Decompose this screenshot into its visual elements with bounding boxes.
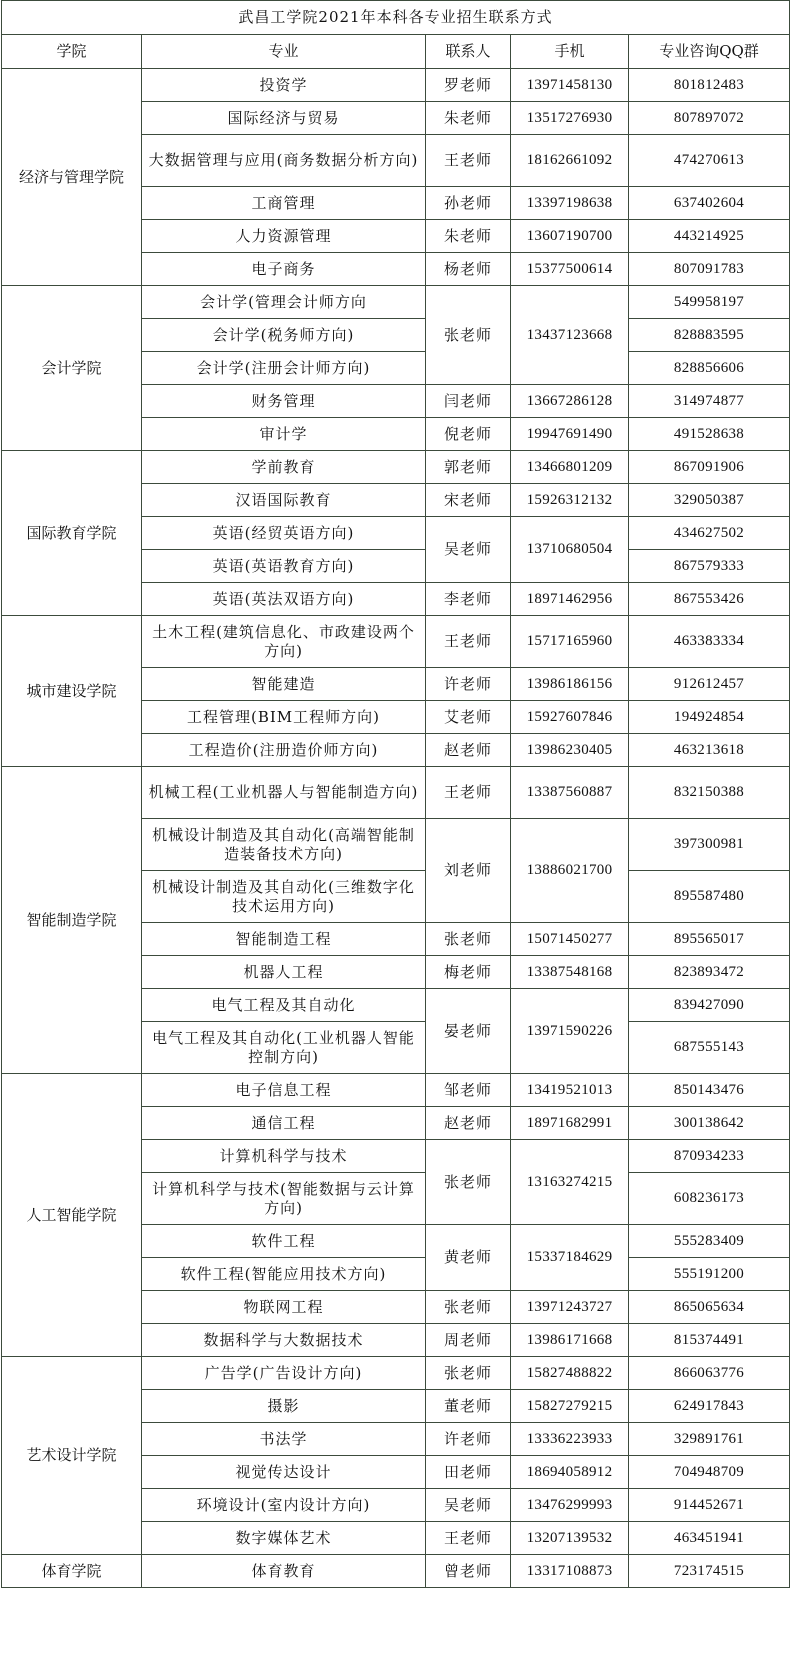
contact-cell: 刘老师 [426,819,511,923]
major-cell: 电子商务 [142,253,426,286]
qq-group-cell: 895587480 [629,871,790,923]
contact-cell: 许老师 [426,668,511,701]
contact-cell: 赵老师 [426,734,511,767]
phone-cell: 13710680504 [511,517,629,583]
table-row [2,616,790,668]
qq-group-cell: 839427090 [629,989,790,1022]
phone-cell: 13607190700 [511,220,629,253]
phone-cell: 15377500614 [511,253,629,286]
phone-cell: 15926312132 [511,484,629,517]
major-cell: 会计学(税务师方向) [142,319,426,352]
major-cell: 电气工程及其自动化 [142,989,426,1022]
qq-group-cell: 624917843 [629,1390,790,1423]
phone-cell: 13986186156 [511,668,629,701]
major-cell: 投资学 [142,69,426,102]
contact-cell: 邹老师 [426,1074,511,1107]
major-cell: 数据科学与大数据技术 [142,1324,426,1357]
major-cell: 国际经济与贸易 [142,102,426,135]
qq-group-cell: 832150388 [629,767,790,819]
qq-group-cell: 687555143 [629,1022,790,1074]
qq-group-cell: 637402604 [629,187,790,220]
qq-group-cell: 866063776 [629,1357,790,1390]
phone-cell: 13387560887 [511,767,629,819]
qq-group-cell: 329891761 [629,1423,790,1456]
phone-cell: 13207139532 [511,1522,629,1555]
major-cell: 通信工程 [142,1107,426,1140]
phone-cell: 13971243727 [511,1291,629,1324]
qq-group-cell: 807897072 [629,102,790,135]
major-cell: 机械设计制造及其自动化(高端智能制造装备技术方向) [142,819,426,871]
header-major: 专业 [142,35,426,69]
phone-cell: 13667286128 [511,385,629,418]
phone-cell: 18971462956 [511,583,629,616]
major-cell: 土木工程(建筑信息化、市政建设两个方向) [142,616,426,668]
qq-group-cell: 823893472 [629,956,790,989]
contact-cell: 孙老师 [426,187,511,220]
major-cell: 工商管理 [142,187,426,220]
qq-group-cell: 491528638 [629,418,790,451]
qq-group-cell: 867091906 [629,451,790,484]
phone-cell: 13317108873 [511,1555,629,1588]
qq-group-cell: 194924854 [629,701,790,734]
phone-cell: 18162661092 [511,135,629,187]
phone-cell: 13437123668 [511,286,629,385]
major-cell: 财务管理 [142,385,426,418]
qq-group-cell: 914452671 [629,1489,790,1522]
contact-cell: 郭老师 [426,451,511,484]
college-cell: 国际教育学院 [2,451,142,616]
contact-cell: 朱老师 [426,102,511,135]
contact-cell: 艾老师 [426,701,511,734]
qq-group-cell: 329050387 [629,484,790,517]
contact-cell: 梅老师 [426,956,511,989]
major-cell: 智能制造工程 [142,923,426,956]
college-cell: 经济与管理学院 [2,69,142,286]
contact-cell: 吴老师 [426,1489,511,1522]
qq-group-cell: 870934233 [629,1140,790,1173]
header-college: 学院 [2,35,142,69]
contact-cell: 张老师 [426,1140,511,1225]
qq-group-cell: 801812483 [629,69,790,102]
college-cell: 人工智能学院 [2,1074,142,1357]
phone-cell: 13466801209 [511,451,629,484]
major-cell: 工程管理(BIM工程师方向) [142,701,426,734]
qq-group-cell: 867579333 [629,550,790,583]
major-cell: 会计学(注册会计师方向) [142,352,426,385]
header-phone: 手机 [511,35,629,69]
phone-cell: 15827488822 [511,1357,629,1390]
qq-group-cell: 397300981 [629,819,790,871]
phone-cell: 13397198638 [511,187,629,220]
college-cell: 城市建设学院 [2,616,142,767]
qq-group-cell: 443214925 [629,220,790,253]
qq-group-cell: 815374491 [629,1324,790,1357]
contact-cell: 张老师 [426,1357,511,1390]
contact-cell: 宋老师 [426,484,511,517]
phone-cell: 13986171668 [511,1324,629,1357]
contact-table [1,0,790,1588]
contact-cell: 张老师 [426,286,511,385]
major-cell: 计算机科学与技术(智能数据与云计算方向) [142,1173,426,1225]
major-cell: 机械设计制造及其自动化(三维数字化技术运用方向) [142,871,426,923]
contact-cell: 王老师 [426,767,511,819]
phone-cell: 18971682991 [511,1107,629,1140]
qq-group-cell: 549958197 [629,286,790,319]
major-cell: 大数据管理与应用(商务数据分析方向) [142,135,426,187]
table-row [2,767,790,819]
major-cell: 计算机科学与技术 [142,1140,426,1173]
contact-cell: 闫老师 [426,385,511,418]
major-cell: 审计学 [142,418,426,451]
phone-cell: 13387548168 [511,956,629,989]
major-cell: 英语(经贸英语方向) [142,517,426,550]
table-row [2,451,790,484]
contact-cell: 杨老师 [426,253,511,286]
major-cell: 广告学(广告设计方向) [142,1357,426,1390]
contact-cell: 曾老师 [426,1555,511,1588]
college-cell: 体育学院 [2,1555,142,1588]
major-cell: 软件工程(智能应用技术方向) [142,1258,426,1291]
table-row [2,1074,790,1107]
major-cell: 机械工程(工业机器人与智能制造方向) [142,767,426,819]
major-cell: 英语(英法双语方向) [142,583,426,616]
contact-cell: 张老师 [426,923,511,956]
phone-cell: 15337184629 [511,1225,629,1291]
qq-group-cell: 704948709 [629,1456,790,1489]
college-cell: 艺术设计学院 [2,1357,142,1555]
qq-group-cell: 828856606 [629,352,790,385]
qq-group-cell: 895565017 [629,923,790,956]
major-cell: 工程造价(注册造价师方向) [142,734,426,767]
phone-cell: 13886021700 [511,819,629,923]
contact-cell: 王老师 [426,1522,511,1555]
phone-cell: 18694058912 [511,1456,629,1489]
table-row [2,69,790,102]
phone-cell: 15927607846 [511,701,629,734]
college-cell: 会计学院 [2,286,142,451]
qq-group-cell: 300138642 [629,1107,790,1140]
qq-group-cell: 865065634 [629,1291,790,1324]
table-row [2,1357,790,1390]
phone-cell: 15827279215 [511,1390,629,1423]
major-cell: 摄影 [142,1390,426,1423]
major-cell: 软件工程 [142,1225,426,1258]
phone-cell: 19947691490 [511,418,629,451]
qq-group-cell: 434627502 [629,517,790,550]
contact-cell: 张老师 [426,1291,511,1324]
major-cell: 书法学 [142,1423,426,1456]
phone-cell: 13419521013 [511,1074,629,1107]
phone-cell: 13517276930 [511,102,629,135]
phone-cell: 15717165960 [511,616,629,668]
header-contact: 联系人 [426,35,511,69]
qq-group-cell: 463451941 [629,1522,790,1555]
qq-group-cell: 807091783 [629,253,790,286]
qq-group-cell: 608236173 [629,1173,790,1225]
qq-group-cell: 463383334 [629,616,790,668]
major-cell: 体育教育 [142,1555,426,1588]
table-title: 武昌工学院2021年本科各专业招生联系方式 [2,1,790,35]
contact-cell: 朱老师 [426,220,511,253]
major-cell: 会计学(管理会计师方向 [142,286,426,319]
major-cell: 视觉传达设计 [142,1456,426,1489]
table-row [2,1555,790,1588]
qq-group-cell: 463213618 [629,734,790,767]
phone-cell: 13971458130 [511,69,629,102]
header-qq: 专业咨询QQ群 [629,35,790,69]
contact-cell: 许老师 [426,1423,511,1456]
contact-cell: 王老师 [426,135,511,187]
contact-cell: 王老师 [426,616,511,668]
qq-group-cell: 314974877 [629,385,790,418]
qq-group-cell: 867553426 [629,583,790,616]
contact-cell: 倪老师 [426,418,511,451]
major-cell: 数字媒体艺术 [142,1522,426,1555]
contact-cell: 吴老师 [426,517,511,583]
major-cell: 电子信息工程 [142,1074,426,1107]
phone-cell: 13986230405 [511,734,629,767]
phone-cell: 13163274215 [511,1140,629,1225]
major-cell: 人力资源管理 [142,220,426,253]
major-cell: 学前教育 [142,451,426,484]
qq-group-cell: 555191200 [629,1258,790,1291]
major-cell: 物联网工程 [142,1291,426,1324]
college-cell: 智能制造学院 [2,767,142,1074]
qq-group-cell: 850143476 [629,1074,790,1107]
major-cell: 汉语国际教育 [142,484,426,517]
phone-cell: 15071450277 [511,923,629,956]
contact-cell: 李老师 [426,583,511,616]
contact-cell: 罗老师 [426,69,511,102]
phone-cell: 13476299993 [511,1489,629,1522]
contact-cell: 黄老师 [426,1225,511,1291]
contact-cell: 赵老师 [426,1107,511,1140]
table-row [2,286,790,319]
major-cell: 英语(英语教育方向) [142,550,426,583]
phone-cell: 13336223933 [511,1423,629,1456]
phone-cell: 13971590226 [511,989,629,1074]
major-cell: 智能建造 [142,668,426,701]
qq-group-cell: 474270613 [629,135,790,187]
major-cell: 环境设计(室内设计方向) [142,1489,426,1522]
qq-group-cell: 555283409 [629,1225,790,1258]
contact-cell: 田老师 [426,1456,511,1489]
contact-cell: 晏老师 [426,989,511,1074]
qq-group-cell: 912612457 [629,668,790,701]
contact-cell: 董老师 [426,1390,511,1423]
major-cell: 电气工程及其自动化(工业机器人智能控制方向) [142,1022,426,1074]
qq-group-cell: 723174515 [629,1555,790,1588]
contact-cell: 周老师 [426,1324,511,1357]
qq-group-cell: 828883595 [629,319,790,352]
major-cell: 机器人工程 [142,956,426,989]
